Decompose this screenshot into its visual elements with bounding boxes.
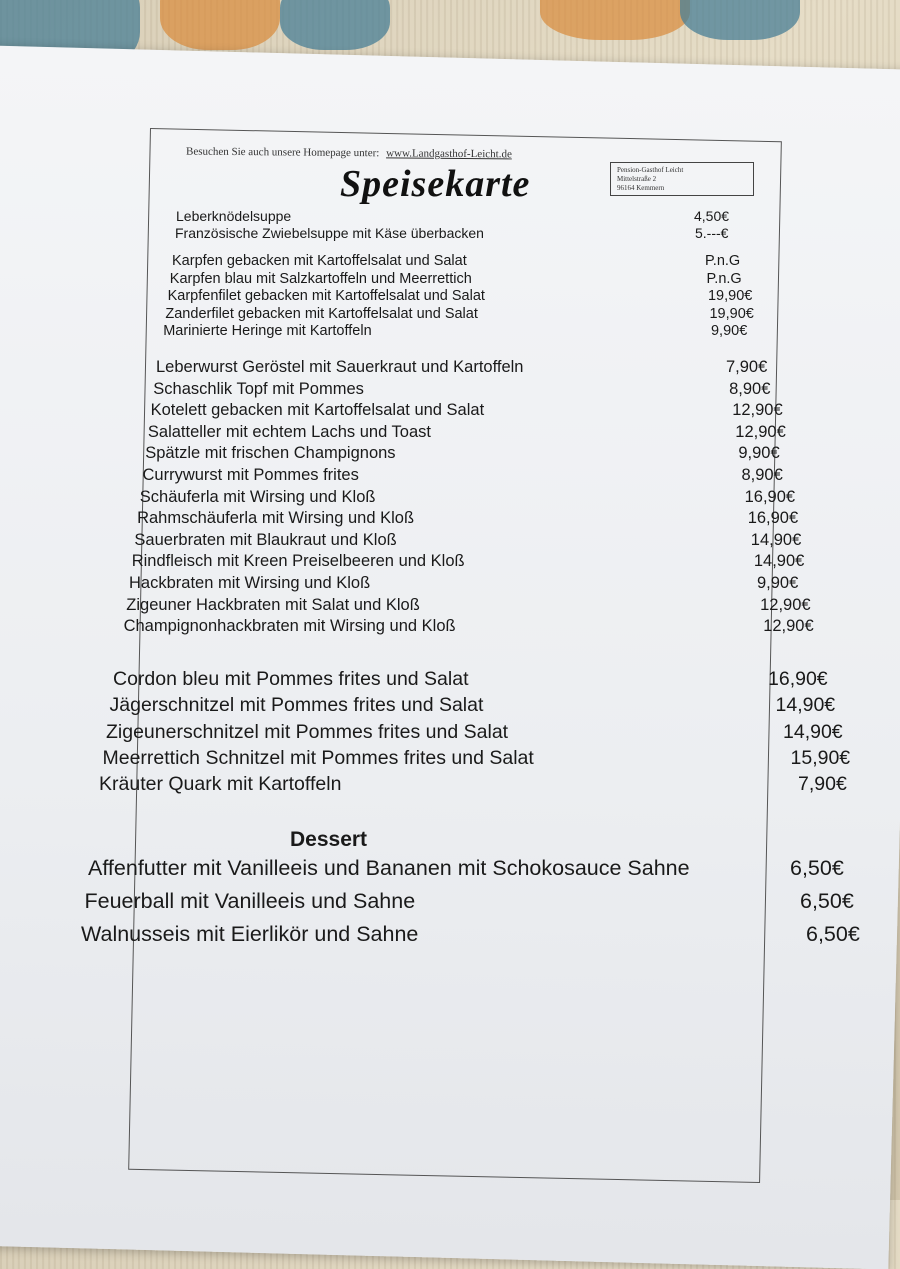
dish-name: Karpfenfilet gebacken mit Kartoffelsalat und Salat (167, 288, 485, 304)
dish-name: Zigeuner Hackbraten mit Salat und Kloß (126, 595, 420, 614)
dish-price: 16,90€ (747, 509, 799, 528)
dish-price: 14,90€ (753, 552, 805, 571)
dish-name: Sauerbraten mit Blaukraut und Kloß (134, 530, 397, 549)
dish-name: Meerrettich Schnitzel mit Pommes frites und Salat (102, 746, 534, 769)
stamp-line: Pension-Gasthof Leicht (617, 166, 684, 174)
dish-price: 9,90€ (757, 574, 799, 592)
dish-name: Zigeunerschnitzel mit Pommes frites und Salat (106, 720, 509, 743)
dish-name: Kräuter Quark mit Kartoffeln (99, 773, 342, 796)
dish-price: 12,90€ (763, 617, 814, 636)
homepage-url: www.Landgasthof-Leicht.de (386, 147, 512, 161)
dish-price: 12,90€ (732, 401, 783, 420)
dish-price: 4,50€ (694, 208, 730, 224)
dish-name: Rindfleisch mit Kreen Preiselbeeren und Kloß (131, 552, 465, 571)
dish-name: Zanderfilet gebacken mit Kartoffelsalat und Salat (165, 305, 478, 322)
dish-name: Karpfen blau mit Salzkartoffeln und Meerrettich (169, 270, 472, 287)
dish-name: Leberknödelsuppe (176, 208, 292, 224)
dish-name: Marinierte Heringe mit Kartoffeln (163, 323, 372, 339)
dish-price: 8,90€ (741, 466, 783, 484)
dish-price: 12,90€ (760, 595, 811, 614)
dish-name: Leberwurst Geröstel mit Sauerkraut und Kartoffeln (156, 358, 524, 376)
dish-name: Rahmschäuferla mit Wirsing und Kloß (137, 509, 415, 528)
dish-name: Jägerschnitzel mit Pommes frites und Salat (109, 694, 484, 717)
dish-name: Französische Zwiebelsuppe mit Käse überbacken (175, 225, 484, 241)
dish-price: 8,90€ (729, 379, 771, 398)
dish-price: 9,90€ (710, 323, 748, 339)
dish-price: 9,90€ (738, 444, 780, 463)
dish-name: Affenfutter mit Vanilleeis und Bananen mit Schokosauce Sahne (88, 856, 690, 880)
dish-price: P.n.G (706, 270, 742, 287)
page-title: Speisekarte (340, 163, 531, 205)
dessert-heading: Dessert (290, 828, 368, 851)
homepage-text: Besuchen Sie auch unsere Homepage unter: (185, 145, 380, 160)
dish-price: 6,50€ (800, 889, 854, 913)
dish-name: Feuerball mit Vanilleeis und Sahne (84, 889, 416, 913)
dish-price: 16,90€ (744, 487, 796, 506)
dish-price: 12,90€ (735, 422, 786, 441)
dish-name: Salatteller mit echtem Lachs und Toast (147, 422, 431, 441)
dish-price: P.n.G (705, 253, 741, 269)
dish-price: 16,90€ (768, 668, 828, 690)
dish-price: 7,90€ (726, 358, 768, 376)
dish-name: Hackbraten mit Wirsing und Kloß (129, 574, 371, 592)
dish-price: 19,90€ (709, 305, 754, 322)
stamp-line: Mittelstraße 2 (617, 175, 657, 183)
dish-name: Champignonhackbraten mit Wirsing und Kloß (123, 617, 456, 636)
dish-name: Schaschlik Topf mit Pommes (153, 379, 364, 398)
dish-price: 7,90€ (798, 773, 847, 796)
dish-name: Walnusseis mit Eierlikör und Sahne (81, 922, 419, 946)
dish-price: 15,90€ (790, 746, 851, 769)
dish-price: 6,50€ (790, 856, 844, 880)
dish-name: Kotelett gebacken mit Kartoffelsalat und Salat (150, 401, 485, 420)
dish-price: 6,50€ (806, 922, 860, 946)
dish-price: 19,90€ (707, 288, 753, 304)
dish-name: Schäuferla mit Wirsing und Kloß (139, 487, 376, 506)
dish-name: Currywurst mit Pommes frites (142, 466, 359, 484)
dish-price: 5.---€ (695, 225, 729, 241)
dish-name: Spätzle mit frischen Champignons (145, 444, 396, 463)
dish-price: 14,90€ (775, 694, 836, 717)
dish-name: Cordon bleu mit Pommes frites und Salat (113, 668, 469, 690)
homepage-line (186, 146, 512, 161)
stamp-line: 96164 Kemmern (617, 184, 665, 192)
dish-name: Karpfen gebacken mit Kartoffelsalat und Salat (172, 253, 467, 269)
dish-price: 14,90€ (783, 720, 843, 743)
address-stamp (610, 162, 754, 196)
dish-price: 14,90€ (750, 530, 802, 549)
